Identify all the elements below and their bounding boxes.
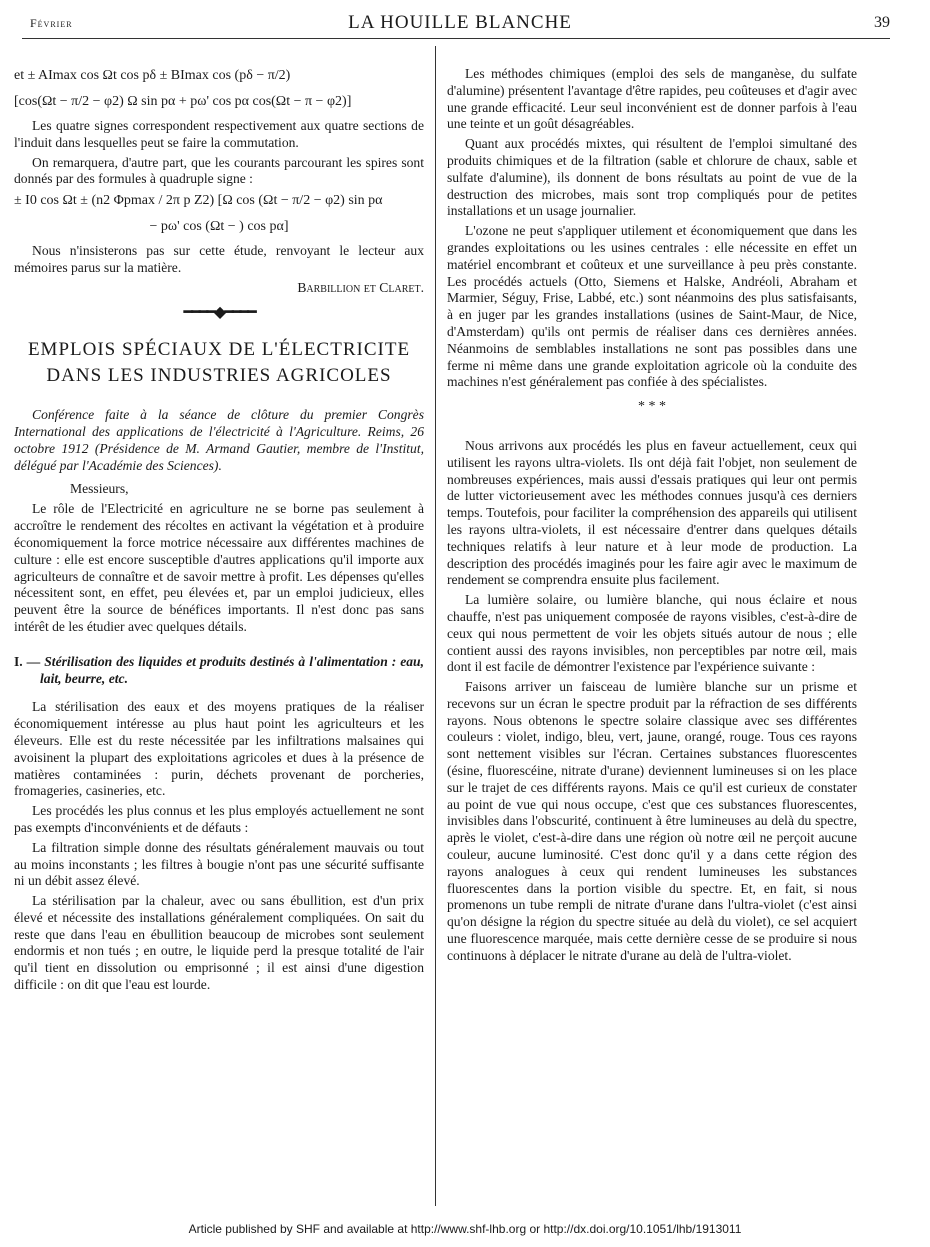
article-title-line-1: EMPLOIS SPÉCIAUX DE L'ÉLECTRICITE [27, 339, 411, 361]
paragraph: On remarquera, d'autre part, que les courants parcourant les spires sont donnés par des formules à quadruple signe : [14, 154, 424, 187]
section-title: Stérilisation des liquides et produits destinés à l'alimentation : eau, lait, beurre, etc. [40, 653, 425, 686]
column-divider [435, 46, 436, 1206]
ornament-divider: ━━━━◆━━━━ [183, 303, 255, 321]
header-rule [22, 38, 890, 39]
salutation: Messieurs, [70, 480, 129, 496]
page-number: 39 [874, 14, 890, 31]
formula-2: [cos(Ωt − π/2 − φ2) Ω sin pα + pω' cos pα cos(Ωt − π − φ2)] [14, 94, 352, 109]
paragraph: L'ozone ne peut s'appliquer utilement et économiquement que dans les grandes exploitations ou les usines centrales : elle nécessite en effet un matériel encombrant et coûteux et une surveillance à peu près constante. Les procédés actuels (Otto, Siemens et Halske, Andréoli, Abraham et Marmier, Séguy, Frise, Labbé, etc.) sont néanmoins des plus satisfaisants, à en juger par les grandes installations (usines de Saint-Maur, de Nice, d'Amsterdam) qu'ils ont permis de réaliser dans ces dernières années. Néanmoins de semblables installations ne sont pas possibles dans une ferme ni même dans une grande exploitation agricole où la conduite des machines n'est généralement pas confiée à des spécialistes. [447, 223, 857, 390]
paragraph: Les quatre signes correspondent respectivement aux quatre sections de l'induit dans lesquelles peut se faire la commutation. [14, 118, 424, 150]
formula-4: − pω' cos (Ωt − ) cos pα] [149, 219, 289, 235]
paragraph: Faisons arriver un faisceau de lumière blanche sur un prisme et recevons sur un écran le spectre produit par la réfraction de ses différents rayons. Nous obtenons le spectre solaire classique avec ses différentes couleurs : violet, indigo, bleu, vert, jaune, orangé, rouge. Tous ces rayons sont nettement visibles sur l'écran. Certaines substances fluorescentes (ésine, fluorescéine, nitrate d'urane) deviennent lumineuses si on les place sur le trajet de ces différents rayons. Mais ce qu'il est curieux de constater au point de vue qui nous occupe, c'est que ces substances fluorescentes, invisibles dans l'obscurité, continuent à être lumineuses au delà du spectre, après le violet, c'est-à-dire dans une région où notre œil ne perçoit aucune couleur, aucune luminosité. C'est donc qu'il y a dans cette région des rayons analogues à ceux qui rendent lumineuses les substances fluorescentes dans la portion visible du spectre. Et, en fait, si nous promenons un tube rempli de nitrate d'urane dans l'ultra-violet (c'est ainsi qu'on désigne la région du spectre située au delà du violet), ce sel acquiert une fluorescence marquée, mais cette dernière cesse de se produire si nous continuons à déplacer le nitrate d'urane au delà de l'ultra-violet. [447, 679, 857, 963]
article-title [14, 337, 424, 389]
formula-1: et ± AImax cos Ωt cos pδ ± BImax cos (pδ − π/2) [14, 68, 291, 83]
signature: Barbillion et Claret. [297, 279, 424, 295]
section-number: I. — [14, 653, 41, 669]
paragraph: Nous n'insisterons pas sur cette étude, renvoyant le lecteur aux mémoires parus sur la matière. [14, 243, 424, 275]
paragraph: Les méthodes chimiques (emploi des sels de manganèse, du sulfate d'alumine) présentent l'avantage d'être rapides, peu coûteuses et d'agir avec une grande efficacité. Leur seul inconvénient est de donner parfois à l'eau une teinte et un goût désagréables. [447, 66, 857, 132]
article-title-line-2: DANS LES INDUSTRIES AGRICOLES [46, 365, 392, 387]
header-month: Février [30, 16, 73, 30]
right-column [447, 66, 857, 968]
page-header [30, 12, 890, 36]
section-stars: * * * [638, 399, 666, 415]
paragraph: La lumière solaire, ou lumière blanche, qui nous éclaire et nous chauffe, n'est pas uniquement composée de rayons visibles, c'est-à-dire de ceux qui nous permettent de voir les objets situés autour de nous ; elle contient aussi des rayons invisibles, non perceptibles par notre œil, mais dont il est facile de démontrer l'existence par l'expérience suivante : [447, 592, 857, 675]
paragraph: La filtration simple donne des résultats généralement mauvais ou tout au moins inconstants ; les filtres à bougie n'ont pas une sécurité suffisante ni un débit assez élevé. [14, 839, 424, 889]
journal-title: LA HOUILLE BLANCHE [348, 12, 572, 33]
left-column [14, 66, 424, 997]
paragraph: La stérilisation par la chaleur, avec ou sans ébullition, est d'un prix élevé et nécessite des installations généralement compliquées. On sait du reste que dans l'eau en ébullition beaucoup de microbes sont seulement endormis et non tués ; en outre, le liquide perd la presque totalité de l'air qu'il tient en dissolution ou emprisonné ; il est ainsi d'une digestion difficile : on dit que l'eau est lourde. [14, 893, 424, 993]
paragraph: Le rôle de l'Electricité en agriculture ne se borne pas seulement à accroître le rendement des récoltes en activant la végétation et à produire économiquement la force motrice nécessaire aux différentes machines de culture : elle est encore susceptible d'autres applications qu'il importe aux agriculteurs de connaître et de savoir mettre à profit. Les dépenses qu'elles nécessitent sont, en effet, peu élevées et, par un emploi judicieux, elles peuvent être la source de bénéfices importants. Il n'est donc pas sans intérêt de les étudier avec quelques détails. [14, 501, 424, 634]
paragraph: Les procédés les plus connus et les plus employés actuellement ne sont pas exempts d'inconvénients et de défauts : [14, 803, 424, 835]
paragraph: La stérilisation des eaux et des moyens pratiques de la réaliser économiquement intéresse au plus haut point les agriculteurs et les éleveurs. Elle est du reste nécessitée par les infiltrations malsaines qui avoisinent la plupart des exploitations agricoles et dues à la présence de matières contaminées : purin, déchets provenant de porcheries, fromageries, casineries, etc. [14, 699, 424, 799]
paragraph: Nous arrivons aux procédés les plus en faveur actuellement, ceux qui utilisent les rayons ultra-violets. Ils ont déjà fait l'objet, non seulement de nombreuses expériences, mais aussi d'essais pratiques qui leur ont permis de lutter victorieusement avec les méthodes connues jusqu'à ces derniers temps. Toutefois, pour faciliter la compréhension des appareils qui utilisent les rayons ultra-violets, il est nécessaire d'entrer dans quelques détails techniques relatifs à leur nature et à leur mode de production. La description des procédés imaginés pour les faire agir avec le maximum de rendement se comprendra ensuite plus facilement. [447, 437, 857, 588]
formula-3: ± I0 cos Ωt ± (n2 Φpmax / 2π p Z2) [Ω cos (Ωt − π/2 − φ2) sin pα [14, 193, 383, 209]
conference-note: Conférence faite à la séance de clôture du premier Congrès International des applications de l'électricité à l'Agriculture. Reims, 26 octobre 1912 (Présidence de M. Armand Gautier, membre de l'Institut, délégué par l'Académie des Sciences). [14, 407, 424, 473]
paragraph: Quant aux procédés mixtes, qui résultent de l'emploi simultané des produits chimiques et de la filtration (sable et chlorure de chaux, sable et sulfate d'alumine), ils donnent de bons résultats au point de vue de la destruction des microbes, mais sont trop compliqués pour de petites installations et un usage journalier. [447, 136, 857, 219]
section-heading [14, 654, 424, 688]
footer-citation: Article published by SHF and available at http://www.shf-lhb.org or http://dx.doi.org/10.1051/lhb/1913011 [188, 1222, 742, 1236]
